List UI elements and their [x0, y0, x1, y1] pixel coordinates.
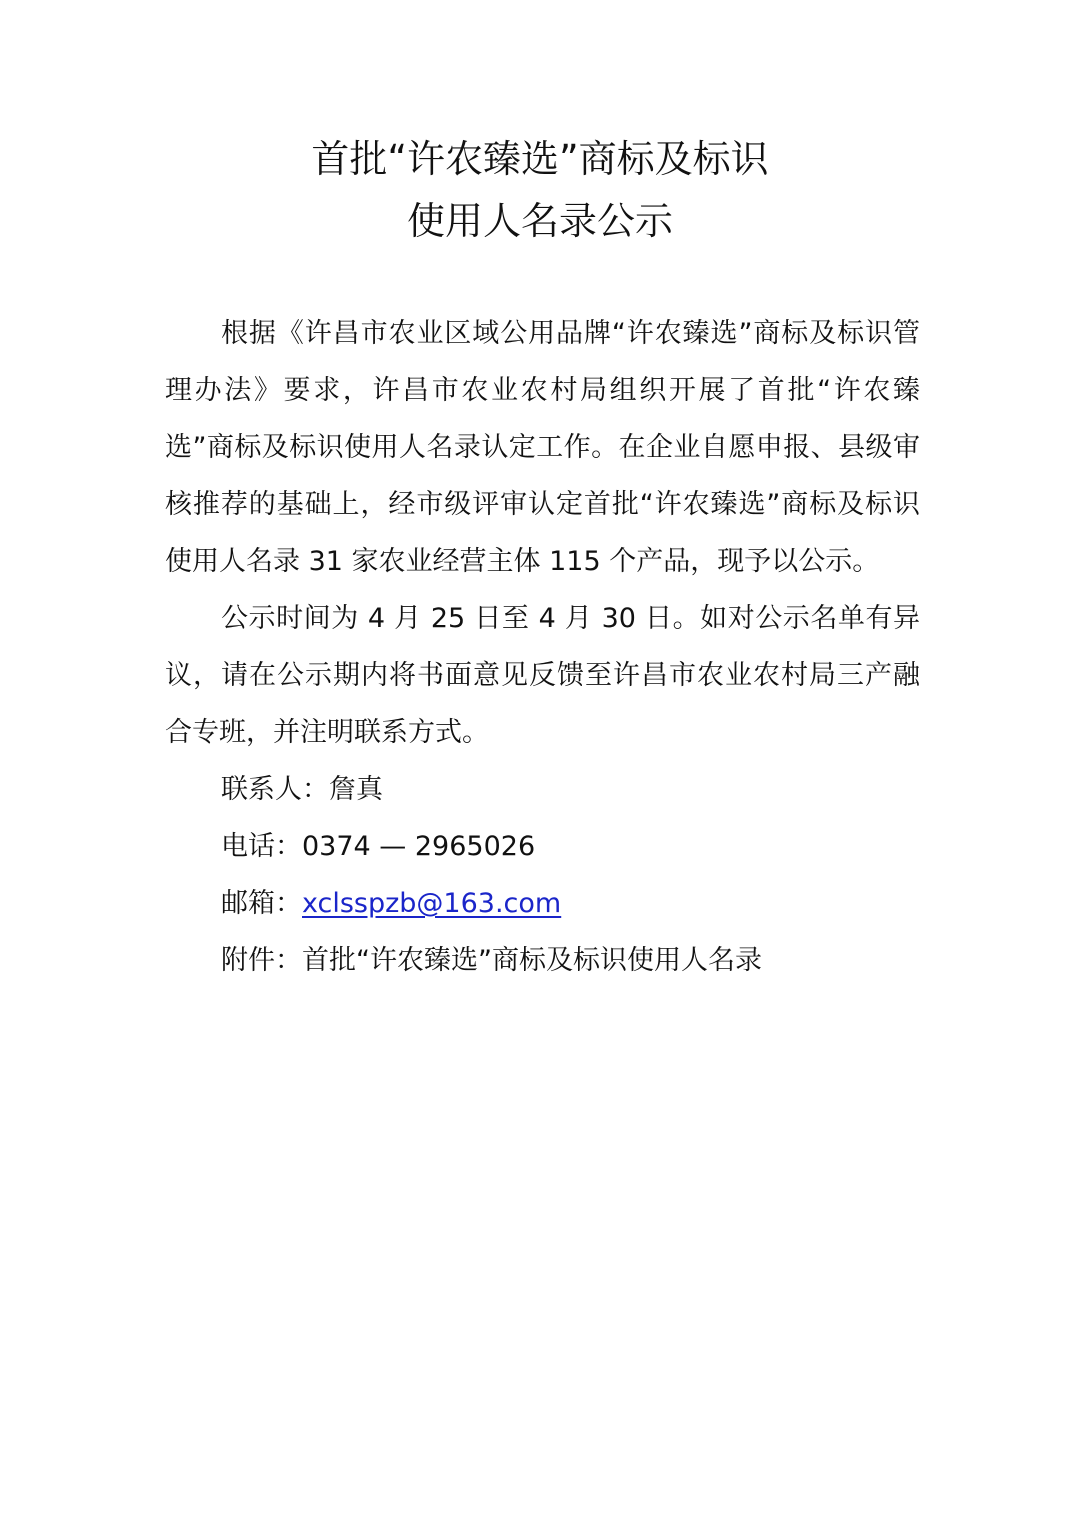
- attachment-line: [165, 932, 920, 989]
- document-title: [0, 128, 1080, 252]
- attachment-title: 首批“许农臻选”商标及标识使用人名录: [302, 945, 762, 976]
- contact-person-label: 联系人：: [221, 774, 329, 805]
- contact-person-line: [165, 761, 920, 818]
- attachment-label: 附件：: [221, 945, 302, 976]
- email-label: 邮箱：: [221, 888, 302, 919]
- phone-line: [165, 818, 920, 875]
- title-line-1: 首批“许农臻选”商标及标识: [311, 137, 769, 181]
- title-line-2: 使用人名录公示: [406, 199, 673, 243]
- paragraph-objection-period: 公示时间为 4 月 25 日至 4 月 30 日。如对公示名单有异议，请在公示期内将书面意见反馈至许昌市农业农村局三产融合专班，并注明联系方式。: [165, 603, 920, 748]
- paragraph-announcement: 根据《许昌市农业区域公用品牌“许农臻选”商标及标识管理办法》要求，许昌市农业农村局组织开展了首批“许农臻选”商标及标识使用人名录认定工作。在企业自愿申报、县级审核推荐的基础上，经市级评审认定首批“许农臻选”商标及标识使用人名录 31 家农业经营主体 115 个产品，现予以公示。: [165, 318, 920, 577]
- contact-person-name: 詹真: [329, 774, 383, 805]
- email-line: [165, 875, 920, 932]
- email-link[interactable]: xclsspzb@163.com: [302, 888, 562, 919]
- phone-number: 0374 — 2965026: [302, 831, 536, 862]
- document-body: [165, 305, 920, 989]
- phone-label: 电话：: [221, 831, 302, 862]
